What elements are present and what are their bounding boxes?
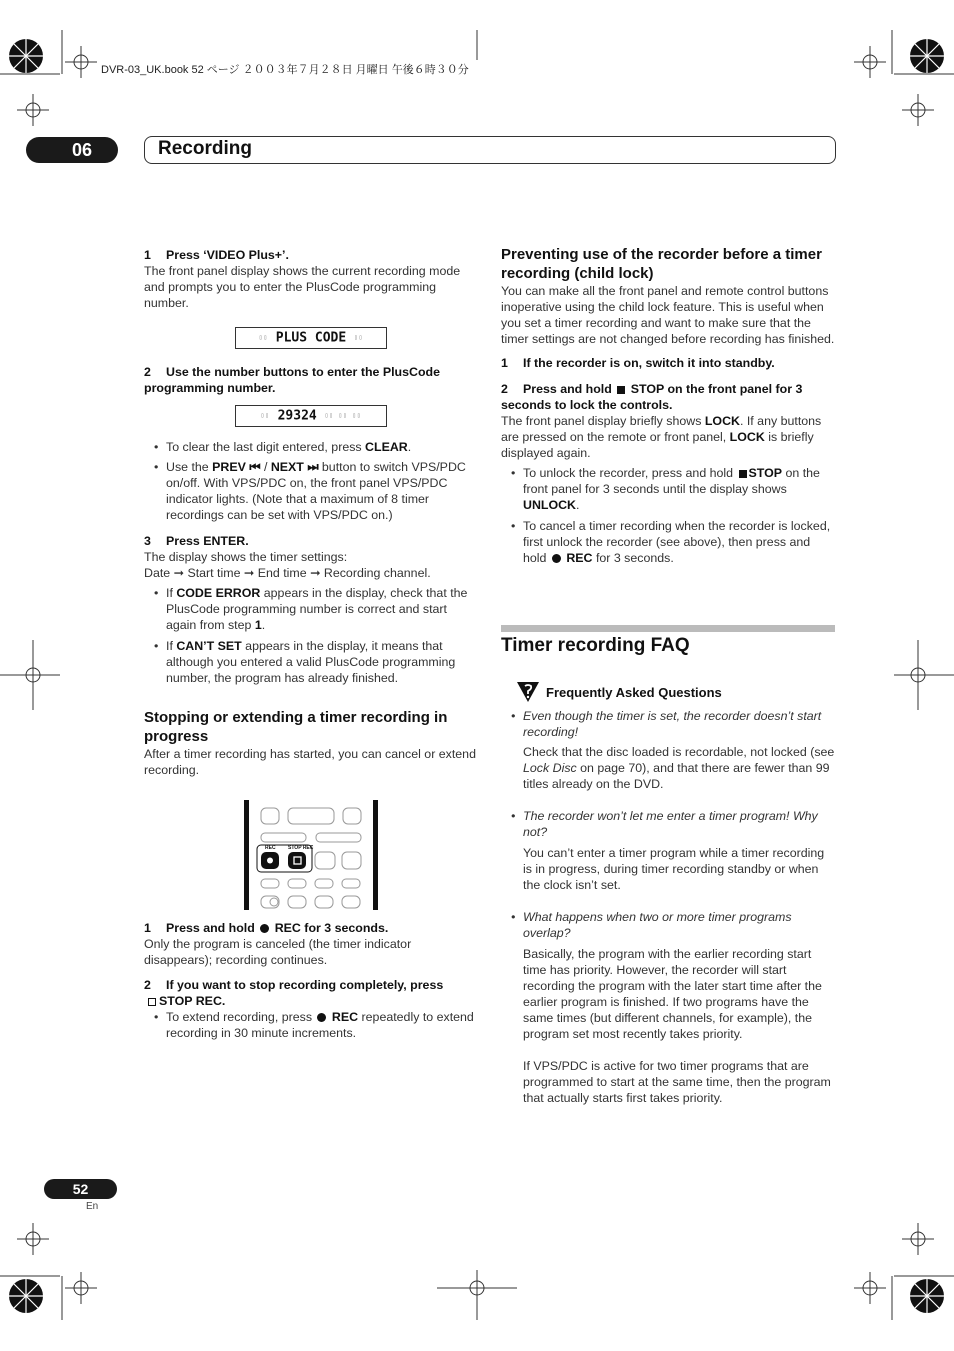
faq-subheading: Frequently Asked Questions xyxy=(546,685,722,700)
remote-control-illustration xyxy=(244,800,380,912)
child-step-2: 2 Press and hold STOP on the front panel for 3 seconds to lock the controls. xyxy=(501,382,803,412)
section-divider-bar xyxy=(501,625,835,632)
bullet-extend: • To extend recording, press REC repeatedly to extend recording in 30 minute increments. xyxy=(144,1009,480,1041)
step-1-title: 1 Press ‘VIDEO Plus+’. xyxy=(144,248,289,262)
stop-square-icon xyxy=(617,386,625,394)
record-dot-icon xyxy=(317,1013,326,1022)
chapter-title: Recording xyxy=(158,138,252,159)
faq-question-3: • What happens when two or more timer programs overlap? xyxy=(501,909,835,941)
bullet-code-error: • If CODE ERROR appears in the display, check that the PlusCode programming number is correct and start again from step 1. xyxy=(144,585,480,633)
bullet-cant-set: • If CAN’T SET appears in the display, it means that although you entered a valid PlusCode programming number, the program has already finished. xyxy=(144,638,480,686)
front-panel-display-pluscode: ▯▯ PLUS CODE ▯▯ xyxy=(235,327,387,349)
remote-stop-rec-label: STOP REC xyxy=(288,845,314,851)
faq-question-2: • The recorder won’t let me enter a timer program! Why not? xyxy=(501,808,835,840)
faq-list xyxy=(501,708,835,1106)
step-1-body: The front panel display shows the current recording mode and prompts you to enter the PlusCode programming number. xyxy=(144,264,461,310)
faq-answer-3b: If VPS/PDC is active for two timer programs that are programmed to start at the same time, then the program that actually starts first takes priority. xyxy=(523,1059,831,1105)
child-step-2-body: The front panel display briefly shows LOCK. If any buttons are pressed on the remote or front panel, LOCK is briefly displayed again. xyxy=(501,414,822,460)
left-column-lower xyxy=(144,920,480,1041)
stop-extend-body: After a timer recording has started, you can cancel or extend recording. xyxy=(144,747,476,777)
stop-extend-heading: Stopping or extending a timer recording in progress xyxy=(144,709,448,745)
step-3-title: 3 Press ENTER. xyxy=(144,534,249,548)
file-info-line: DVR-03_UK.book 52 ページ ２００３年７月２８日 月曜日 午後６時３０分 xyxy=(101,64,469,76)
bullet-prev-next: • Use the PREV ⏮ / NEXT ⏭ button to switch VPS/PDC on/off. With VPS/PDC on, the front panel VPS/PDC indicator lights. (Note that a maximum of 8 timer recordings can be set with VPS/PDC on.) xyxy=(144,459,480,523)
faq-question-1: • Even though the timer is set, the recorder doesn’t start recording! xyxy=(501,708,835,740)
child-lock-body: You can make all the front panel and remote control buttons inoperative using the child lock feature. This is useful when you set a timer recording and want to make sure that the timer settings are not changed before recording has finished. xyxy=(501,284,835,346)
chapter-number-badge xyxy=(26,137,118,163)
language-label: En xyxy=(86,1201,99,1212)
record-dot-icon xyxy=(260,924,269,933)
record-dot-icon xyxy=(552,554,561,563)
faq-heading: Timer recording FAQ xyxy=(501,635,690,656)
child-step-1: 1 If the recorder is on, switch it into standby. xyxy=(501,356,775,370)
bullet-clear: • To clear the last digit entered, press CLEAR. xyxy=(144,439,480,455)
child-lock-heading: Preventing use of the recorder before a timer recording (child lock) xyxy=(501,246,822,282)
chapter-number: 06 xyxy=(72,140,93,160)
bullet-unlock: • To unlock the recorder, press and hold STOP on the front panel for 3 seconds until the display shows UNLOCK. xyxy=(501,465,835,513)
stop-square-icon xyxy=(148,998,156,1006)
stop-step-1-title: 1 Press and hold REC for 3 seconds. xyxy=(144,921,389,935)
faq-icon xyxy=(516,680,540,704)
step-3-body-2: Date ➞ Start time ➞ End time ➞ Recording channel. xyxy=(144,566,431,580)
left-column xyxy=(144,247,480,778)
remote-rec-label: REC xyxy=(265,845,276,851)
step-2-title: 2 Use the number buttons to enter the PlusCode programming number. xyxy=(144,365,440,395)
page-number: 52 xyxy=(44,1179,117,1199)
step-3-body-1: The display shows the timer settings: xyxy=(144,550,348,564)
faq-answer-1: Check that the disc loaded is recordable, not locked (see Lock Disc on page 70), and that there are fewer than 99 titles already on the DVD. xyxy=(523,745,835,791)
stop-step-2-title: 2 If you want to stop recording completely, press xyxy=(144,978,444,992)
stop-square-icon xyxy=(739,470,747,478)
faq-answer-2: You can’t enter a timer program while a timer recording is in progress, during timer recording standby or when the clock isn’t set. xyxy=(523,846,825,892)
stop-step-1-body: Only the program is canceled (the timer indicator disappears); recording continues. xyxy=(144,937,412,967)
right-column xyxy=(501,245,835,566)
front-panel-display-number: ▯▯ 29324 ▯▯ ▯▯ ▯▯ xyxy=(235,405,387,427)
stop-step-2-key: STOP REC. xyxy=(144,993,480,1009)
faq-answer-3: Basically, the program with the earlier recording start time has priority. However, the recorder will start recording the program with the later start time after the earlier program is finished. If two programs have the same times (but different channels, for example), the program set most recently takes priority. xyxy=(523,947,822,1041)
bullet-cancel-locked: • To cancel a timer recording when the recorder is locked, first unlock the recorder (see above), then press and hold REC for 3 seconds. xyxy=(501,518,835,566)
